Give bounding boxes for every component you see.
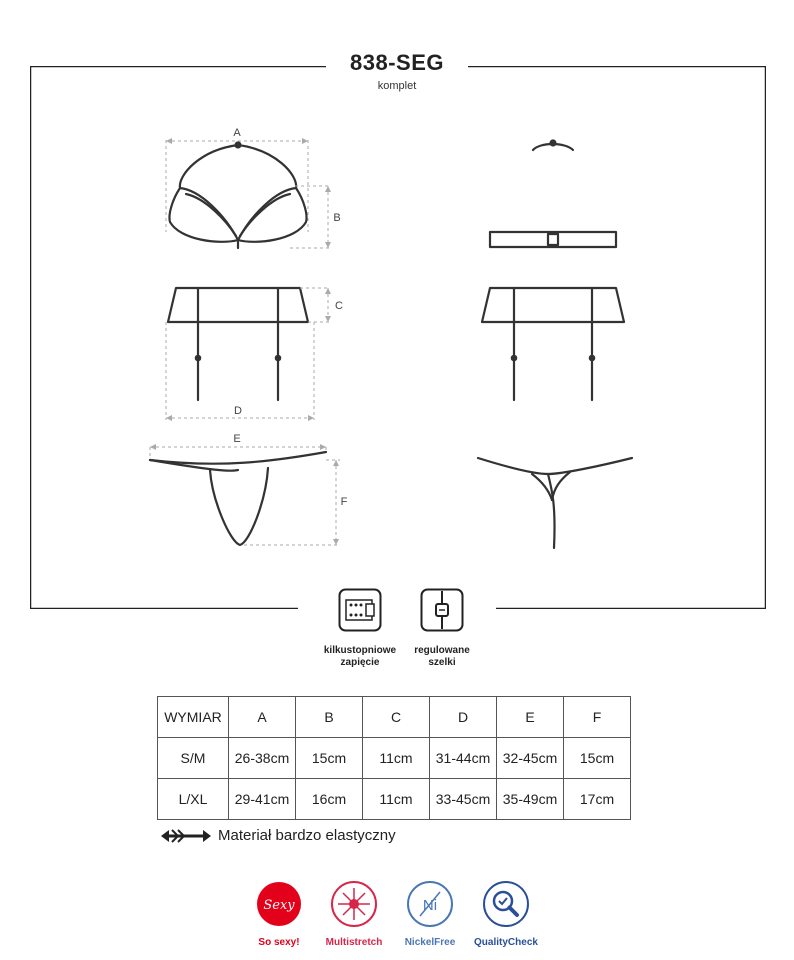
nickel-free-icon [406, 880, 454, 928]
table-header-cell: C [363, 697, 430, 738]
dimension-label-a: A [233, 127, 241, 139]
table-header-cell: A [229, 697, 296, 738]
garter-belt-back-drawing [482, 288, 624, 400]
table-cell: 35-49cm [497, 779, 564, 820]
table-cell: 33-45cm [430, 779, 497, 820]
table-cell: 15cm [296, 738, 363, 779]
table-header-cell: WYMIAR [158, 697, 229, 738]
dimension-label-e: E [233, 433, 241, 445]
svg-text:Sexy: Sexy [263, 898, 295, 913]
product-type: komplet [377, 80, 417, 92]
table-cell: 17cm [564, 779, 631, 820]
table-header-cell: F [564, 697, 631, 738]
size-table [157, 696, 631, 820]
table-cell: 11cm [363, 779, 430, 820]
dimension-label-d: D [234, 405, 242, 417]
table-header-cell: E [497, 697, 564, 738]
table-cell: 31-44cm [430, 738, 497, 779]
table-cell: 11cm [363, 738, 430, 779]
bra-back-drawing [490, 141, 616, 248]
table-cell: 29-41cm [229, 779, 296, 820]
garter-belt-front-drawing [168, 288, 308, 400]
table-row [158, 738, 631, 779]
feature-adjustable-straps [397, 588, 487, 669]
table-header-cell: B [296, 697, 363, 738]
bra-front-drawing [169, 143, 306, 249]
badge-label: NickelFree [404, 937, 456, 948]
sexy-icon [255, 880, 303, 928]
product-code: 838-SEG [350, 50, 444, 75]
stretch-arrows-icon [160, 826, 212, 846]
table-row [158, 779, 631, 820]
table-header-cell: D [430, 697, 497, 738]
badge-quality-check [461, 880, 551, 948]
multistretch-icon [330, 880, 378, 928]
adjustable-straps-icon [420, 588, 464, 632]
table-cell: S/M [158, 738, 229, 779]
table-cell: 15cm [564, 738, 631, 779]
dimension-label-b: B [333, 212, 341, 224]
quality-check-icon [482, 880, 530, 928]
badge-label: So sexy! [258, 937, 300, 948]
badge-label: QualityCheck [474, 937, 538, 948]
elastic-note-text: Materiał bardzo elastyczny [218, 827, 396, 844]
multi-step-clasp-icon [338, 588, 382, 632]
table-cell: 26-38cm [229, 738, 296, 779]
thong-front-drawing [150, 452, 326, 545]
thong-back-drawing [478, 458, 632, 548]
feature-multi-step-clasp [315, 588, 405, 669]
badge-label: Multistretch [325, 937, 383, 948]
feature-label: regulowane szelki [414, 645, 470, 668]
dimension-label-c: C [335, 300, 343, 312]
feature-label: kilkustopniowe zapięcie [323, 645, 397, 668]
table-cell: 32-45cm [497, 738, 564, 779]
table-cell: 16cm [296, 779, 363, 820]
dimension-label-f: F [340, 496, 348, 508]
table-header-row [158, 697, 631, 738]
svg-text:Ni: Ni [422, 897, 438, 914]
table-cell: L/XL [158, 779, 229, 820]
